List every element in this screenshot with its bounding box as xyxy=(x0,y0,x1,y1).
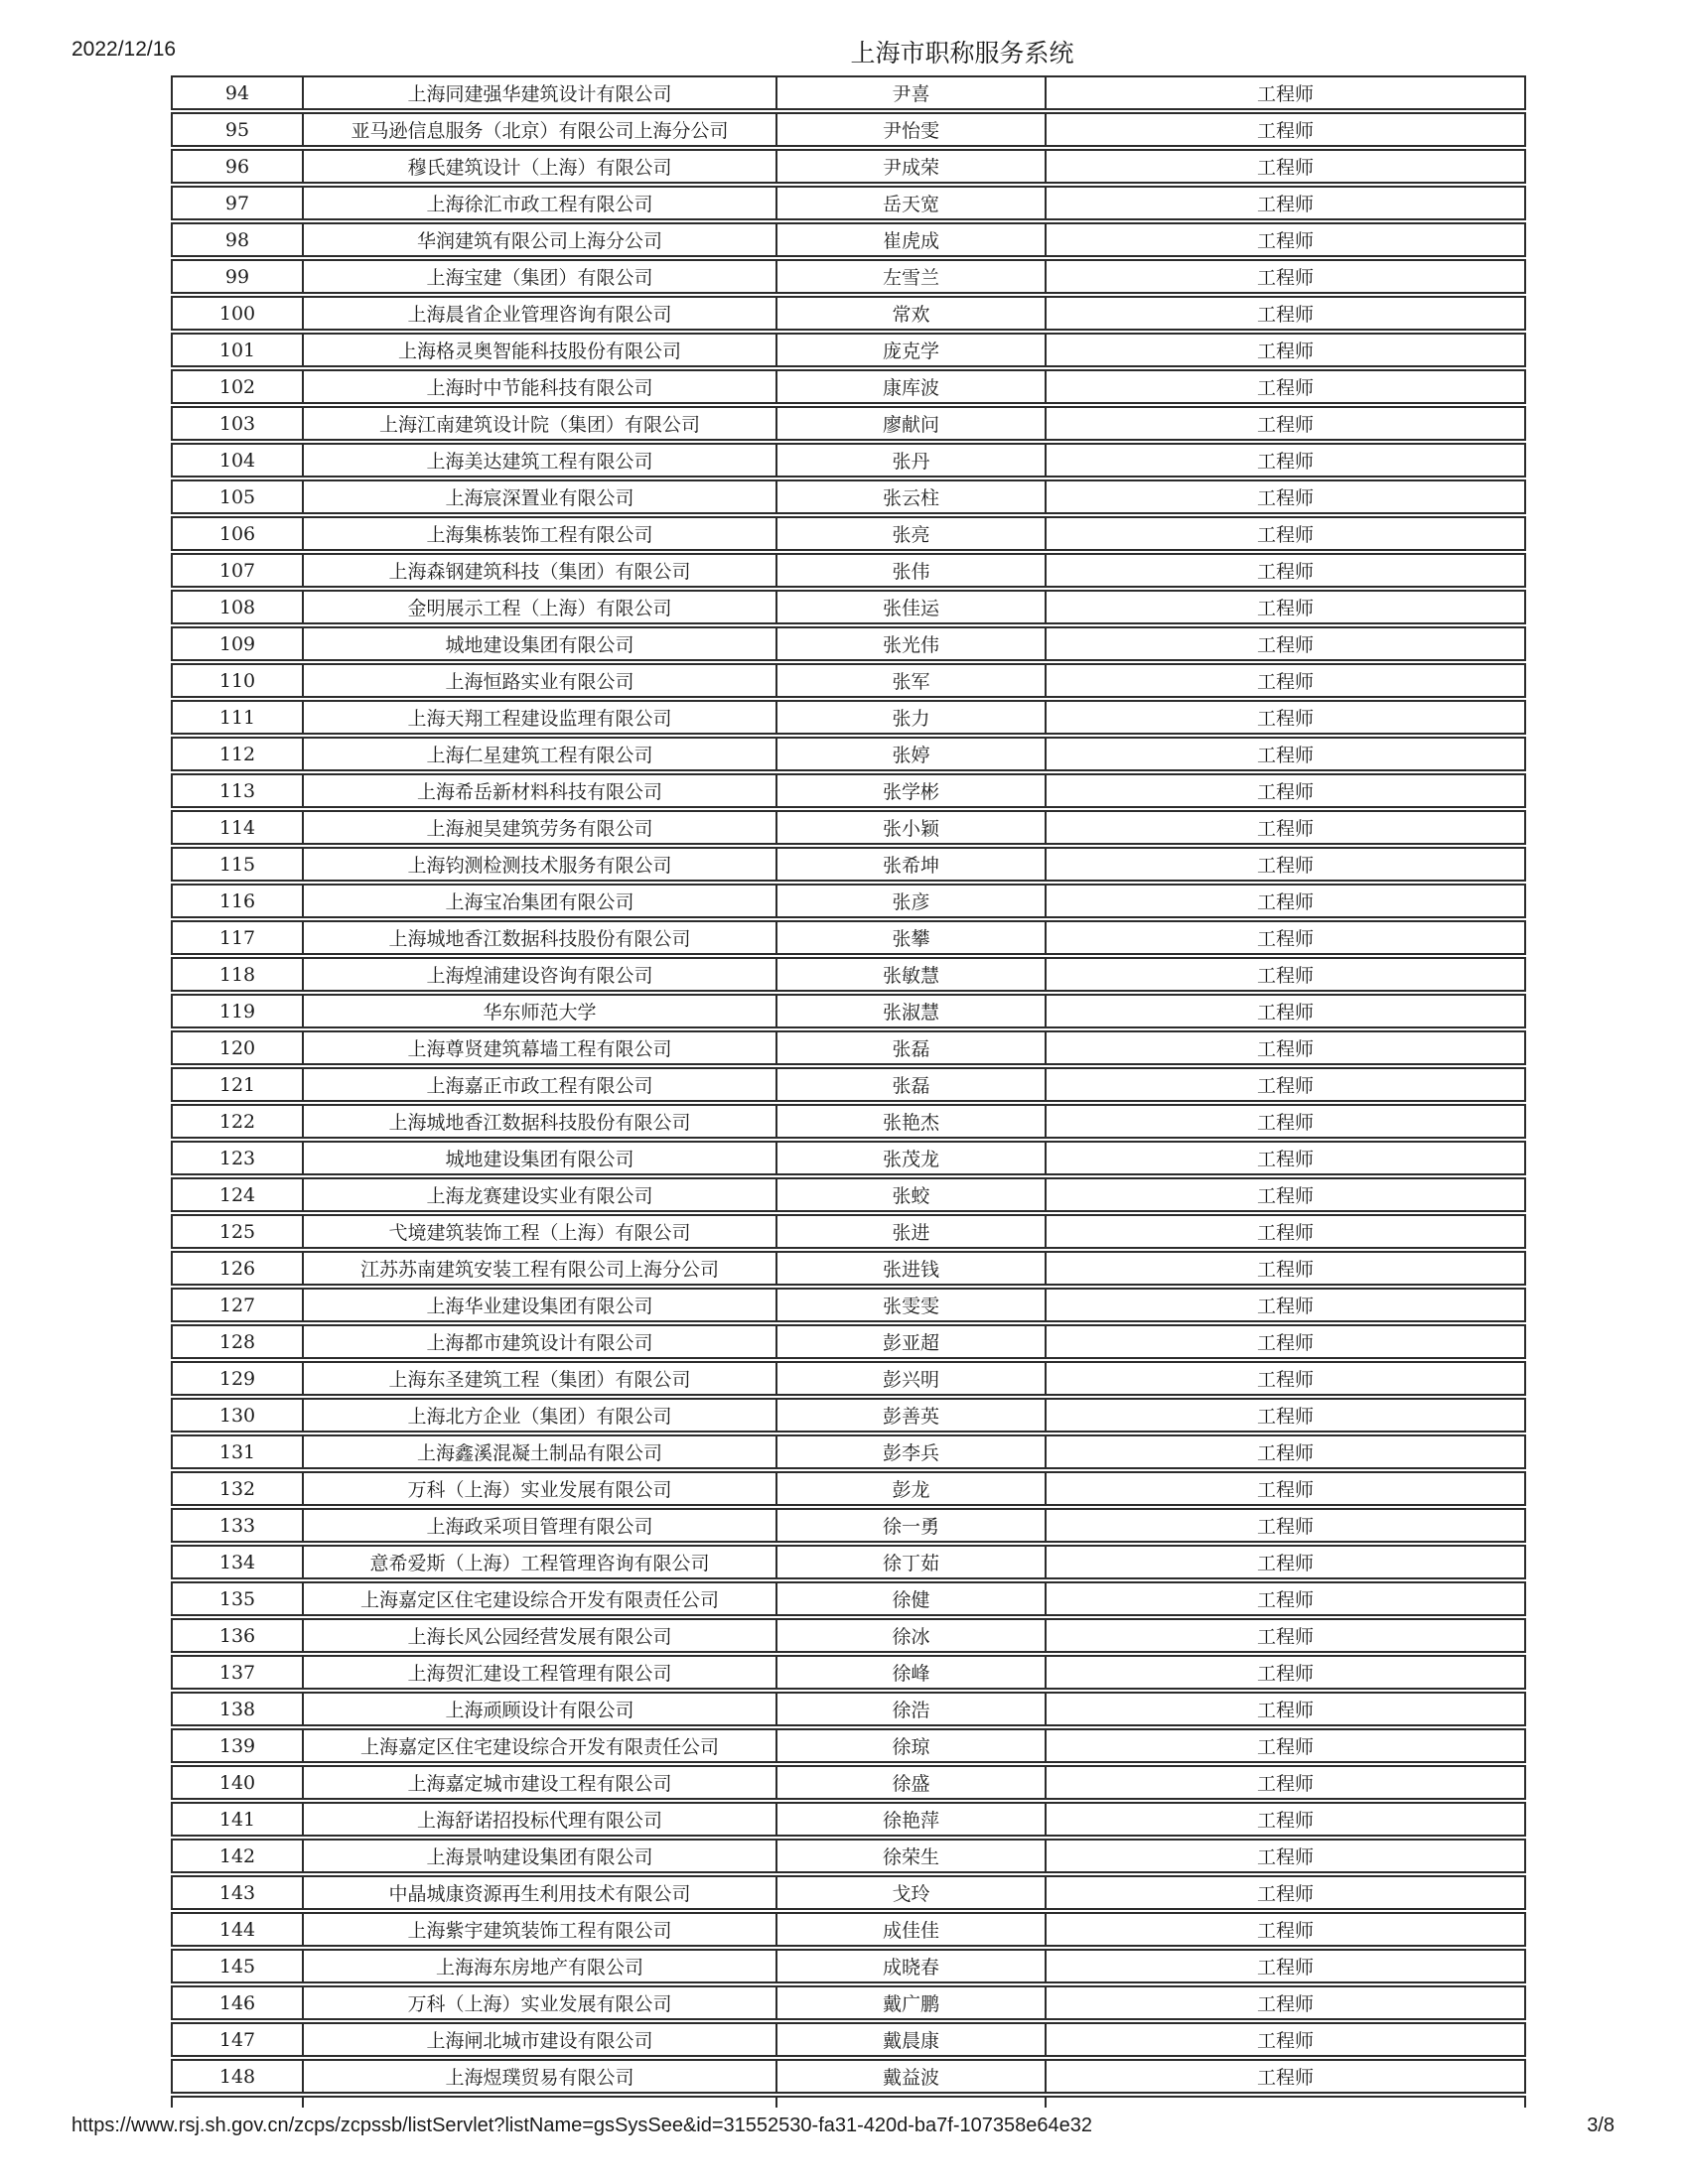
print-footer xyxy=(71,2115,1615,2137)
job-title-cell: 工程师 xyxy=(1256,1222,1314,1244)
person-name-cell: 张丹 xyxy=(777,445,1047,476)
job-title-cell: 工程师 xyxy=(1256,1369,1314,1391)
person-name-cell: 彭善英 xyxy=(777,1400,1047,1431)
job-title-cell: 工程师 xyxy=(1256,855,1314,877)
table-row xyxy=(171,884,1526,918)
person-name-cell: 张婷 xyxy=(777,739,1047,769)
table-row xyxy=(171,1398,1526,1433)
table-row xyxy=(171,553,1526,588)
job-title-cell: 工程师 xyxy=(1256,1332,1314,1354)
person-name-cell: 成佳佳 xyxy=(777,1914,1047,1945)
row-number-cell: 142 xyxy=(173,1841,304,1871)
table-row xyxy=(171,920,1526,955)
job-title-cell: 工程师 xyxy=(1256,341,1314,362)
row-number-cell: 119 xyxy=(173,996,304,1026)
job-title-cell: 工程师 xyxy=(1256,1002,1314,1024)
person-name-cell: 张敏慧 xyxy=(777,959,1047,990)
row-number-cell: 103 xyxy=(173,408,304,439)
company-cell: 城地建设集团有限公司 xyxy=(304,628,777,659)
company-cell: 上海闸北城市建设有限公司 xyxy=(304,2024,777,2055)
company-cell: 上海嘉定城市建设工程有限公司 xyxy=(304,1767,777,1798)
row-number-cell: 98 xyxy=(173,224,304,255)
table-row xyxy=(171,1434,1526,1469)
row-number-cell: 134 xyxy=(173,1547,304,1577)
company-cell: 上海集栋装饰工程有限公司 xyxy=(304,518,777,549)
job-title-cell: 工程师 xyxy=(1256,1479,1314,1501)
job-title-cell: 工程师 xyxy=(1256,1112,1314,1134)
job-title-cell: 工程师 xyxy=(1256,267,1314,289)
table-row xyxy=(171,847,1526,882)
table-row xyxy=(171,1765,1526,1800)
job-title-cell: 工程师 xyxy=(1256,377,1314,399)
row-number-cell: 126 xyxy=(173,1253,304,1284)
table-row xyxy=(171,1067,1526,1102)
company-cell: 意希爱斯（上海）工程管理咨询有限公司 xyxy=(304,1547,777,1577)
table-row xyxy=(171,1581,1526,1616)
company-cell: 上海北方企业（集团）有限公司 xyxy=(304,1400,777,1431)
table-row xyxy=(171,443,1526,478)
job-title-cell: 工程师 xyxy=(1256,1406,1314,1428)
table-row xyxy=(171,222,1526,257)
table-row xyxy=(171,369,1526,404)
company-cell: 上海江南建筑设计院（集团）有限公司 xyxy=(304,408,777,439)
job-title-cell: 工程师 xyxy=(1256,83,1314,105)
table-row xyxy=(171,773,1526,808)
person-name-cell: 彭龙 xyxy=(777,1473,1047,1504)
row-number-cell: 118 xyxy=(173,959,304,990)
person-name-cell: 尹成荣 xyxy=(777,151,1047,182)
table-row xyxy=(171,1030,1526,1065)
title-list-table xyxy=(171,75,1526,2108)
row-number-cell: 123 xyxy=(173,1143,304,1173)
row-number-cell: 102 xyxy=(173,371,304,402)
person-name-cell: 张佳运 xyxy=(777,592,1047,622)
company-cell: 上海美达建筑工程有限公司 xyxy=(304,445,777,476)
table-row xyxy=(171,296,1526,331)
company-cell: 上海城地香江数据科技股份有限公司 xyxy=(304,1106,777,1137)
row-number-cell: 115 xyxy=(173,849,304,880)
company-cell: 华润建筑有限公司上海分公司 xyxy=(304,224,777,255)
table-row xyxy=(171,1361,1526,1396)
job-title-cell: 工程师 xyxy=(1256,1700,1314,1721)
person-name-cell: 张进 xyxy=(777,1216,1047,1247)
job-title-cell: 工程师 xyxy=(1256,1957,1314,1979)
row-number-cell: 121 xyxy=(173,1069,304,1100)
table-partial-row xyxy=(171,2096,1526,2108)
job-title-cell: 工程师 xyxy=(1256,487,1314,509)
row-number-cell: 144 xyxy=(173,1914,304,1945)
row-number-cell: 125 xyxy=(173,1216,304,1247)
job-title-cell: 工程师 xyxy=(1256,1810,1314,1832)
person-name-cell: 张茂龙 xyxy=(777,1143,1047,1173)
table-row xyxy=(171,700,1526,735)
person-name-cell: 成晓春 xyxy=(777,1951,1047,1981)
company-cell: 上海尊贤建筑幕墙工程有限公司 xyxy=(304,1032,777,1063)
job-title-cell: 工程师 xyxy=(1256,157,1314,179)
person-name-cell: 张学彬 xyxy=(777,775,1047,806)
row-number-cell: 94 xyxy=(173,77,304,108)
person-name-cell: 张亮 xyxy=(777,518,1047,549)
company-cell: 亚马逊信息服务（北京）有限公司上海分公司 xyxy=(304,114,777,145)
table-row xyxy=(171,1471,1526,1506)
partial-cell xyxy=(173,2098,304,2108)
company-cell: 上海顽顾设计有限公司 xyxy=(304,1694,777,1724)
job-title-cell: 工程师 xyxy=(1256,524,1314,546)
row-number-cell: 148 xyxy=(173,2061,304,2092)
table-row xyxy=(171,1288,1526,1322)
person-name-cell: 张淑慧 xyxy=(777,996,1047,1026)
table-row xyxy=(171,1251,1526,1286)
partial-cell xyxy=(304,2098,777,2108)
row-number-cell: 106 xyxy=(173,518,304,549)
person-name-cell: 彭李兵 xyxy=(777,1436,1047,1467)
table-row xyxy=(171,2059,1526,2094)
company-cell: 万科（上海）实业发展有限公司 xyxy=(304,1473,777,1504)
job-title-cell: 工程师 xyxy=(1256,1626,1314,1648)
person-name-cell: 张云柱 xyxy=(777,481,1047,512)
row-number-cell: 101 xyxy=(173,335,304,365)
table-row xyxy=(171,1141,1526,1175)
company-cell: 万科（上海）实业发展有限公司 xyxy=(304,1987,777,2018)
job-title-cell: 工程师 xyxy=(1256,2030,1314,2052)
table-row xyxy=(171,1692,1526,1726)
job-title-cell: 工程师 xyxy=(1256,928,1314,950)
job-title-cell: 工程师 xyxy=(1256,781,1314,803)
table-row xyxy=(171,1949,1526,1983)
row-number-cell: 145 xyxy=(173,1951,304,1981)
company-cell: 江苏苏南建筑安装工程有限公司上海分公司 xyxy=(304,1253,777,1284)
job-title-cell: 工程师 xyxy=(1256,1259,1314,1281)
person-name-cell: 徐浩 xyxy=(777,1694,1047,1724)
row-number-cell: 140 xyxy=(173,1767,304,1798)
person-name-cell: 张军 xyxy=(777,665,1047,696)
table-row xyxy=(171,1802,1526,1837)
person-name-cell: 尹怡雯 xyxy=(777,114,1047,145)
company-cell: 上海海东房地产有限公司 xyxy=(304,1951,777,1981)
job-title-cell: 工程师 xyxy=(1256,230,1314,252)
company-cell: 弋境建筑装饰工程（上海）有限公司 xyxy=(304,1216,777,1247)
company-cell: 城地建设集团有限公司 xyxy=(304,1143,777,1173)
company-cell: 上海宝建（集团）有限公司 xyxy=(304,261,777,292)
company-cell: 上海嘉正市政工程有限公司 xyxy=(304,1069,777,1100)
row-number-cell: 107 xyxy=(173,555,304,586)
person-name-cell: 张艳杰 xyxy=(777,1106,1047,1137)
person-name-cell: 张攀 xyxy=(777,922,1047,953)
job-title-cell: 工程师 xyxy=(1256,745,1314,766)
job-title-cell: 工程师 xyxy=(1256,598,1314,619)
row-number-cell: 99 xyxy=(173,261,304,292)
company-cell: 上海钧测检测技术服务有限公司 xyxy=(304,849,777,880)
job-title-cell: 工程师 xyxy=(1256,1442,1314,1464)
row-number-cell: 135 xyxy=(173,1583,304,1614)
table-row xyxy=(171,259,1526,294)
table-row xyxy=(171,1655,1526,1690)
person-name-cell: 徐荣生 xyxy=(777,1841,1047,1871)
job-title-cell: 工程师 xyxy=(1256,1553,1314,1574)
table-row xyxy=(171,1104,1526,1139)
row-number-cell: 143 xyxy=(173,1877,304,1908)
row-number-cell: 128 xyxy=(173,1326,304,1357)
footer-page-number: 3/8 xyxy=(1587,2115,1615,2136)
company-cell: 上海都市建筑设计有限公司 xyxy=(304,1326,777,1357)
job-title-cell: 工程师 xyxy=(1256,1296,1314,1317)
row-number-cell: 100 xyxy=(173,298,304,329)
row-number-cell: 132 xyxy=(173,1473,304,1504)
table-row xyxy=(171,186,1526,220)
person-name-cell: 常欢 xyxy=(777,298,1047,329)
company-cell: 上海贺汇建设工程管理有限公司 xyxy=(304,1657,777,1688)
company-cell: 上海舒诺招投标代理有限公司 xyxy=(304,1804,777,1835)
job-title-cell: 工程师 xyxy=(1256,634,1314,656)
person-name-cell: 徐一勇 xyxy=(777,1510,1047,1541)
row-number-cell: 104 xyxy=(173,445,304,476)
company-cell: 上海同建强华建筑设计有限公司 xyxy=(304,77,777,108)
job-title-cell: 工程师 xyxy=(1256,1663,1314,1685)
job-title-cell: 工程师 xyxy=(1256,2067,1314,2089)
person-name-cell: 张雯雯 xyxy=(777,1290,1047,1320)
job-title-cell: 工程师 xyxy=(1256,1149,1314,1170)
person-name-cell: 崔虎成 xyxy=(777,224,1047,255)
company-cell: 上海昶昊建筑劳务有限公司 xyxy=(304,812,777,843)
job-title-cell: 工程师 xyxy=(1256,818,1314,840)
person-name-cell: 戴广鹏 xyxy=(777,1987,1047,2018)
row-number-cell: 112 xyxy=(173,739,304,769)
table-row xyxy=(171,112,1526,147)
table-row xyxy=(171,1545,1526,1579)
person-name-cell: 徐艳萍 xyxy=(777,1804,1047,1835)
company-cell: 上海煜璞贸易有限公司 xyxy=(304,2061,777,2092)
company-cell: 上海紫宇建筑装饰工程有限公司 xyxy=(304,1914,777,1945)
job-title-cell: 工程师 xyxy=(1256,1075,1314,1097)
row-number-cell: 113 xyxy=(173,775,304,806)
row-number-cell: 146 xyxy=(173,1987,304,2018)
company-cell: 上海时中节能科技有限公司 xyxy=(304,371,777,402)
table-row xyxy=(171,810,1526,845)
table-row xyxy=(171,1875,1526,1910)
row-number-cell: 127 xyxy=(173,1290,304,1320)
company-cell: 上海宝冶集团有限公司 xyxy=(304,886,777,916)
row-number-cell: 136 xyxy=(173,1620,304,1651)
row-number-cell: 137 xyxy=(173,1657,304,1688)
person-name-cell: 张蛟 xyxy=(777,1179,1047,1210)
person-name-cell: 戴益波 xyxy=(777,2061,1047,2092)
person-name-cell: 左雪兰 xyxy=(777,261,1047,292)
footer-url: https://www.rsj.sh.gov.cn/zcps/zcpssb/listServlet?listName=gsSysSee&id=31552530-fa31-420d-ba7f-107358e64e32 xyxy=(71,2115,1092,2136)
table-row xyxy=(171,2022,1526,2057)
job-title-cell: 工程师 xyxy=(1256,1516,1314,1538)
row-number-cell: 133 xyxy=(173,1510,304,1541)
row-number-cell: 129 xyxy=(173,1363,304,1394)
row-number-cell: 120 xyxy=(173,1032,304,1063)
company-cell: 上海龙赛建设实业有限公司 xyxy=(304,1179,777,1210)
company-cell: 上海嘉定区住宅建设综合开发有限责任公司 xyxy=(304,1583,777,1614)
company-cell: 上海宸深置业有限公司 xyxy=(304,481,777,512)
row-number-cell: 147 xyxy=(173,2024,304,2055)
job-title-cell: 工程师 xyxy=(1256,194,1314,215)
row-number-cell: 110 xyxy=(173,665,304,696)
person-name-cell: 徐冰 xyxy=(777,1620,1047,1651)
table-row xyxy=(171,1324,1526,1359)
row-number-cell: 109 xyxy=(173,628,304,659)
job-title-cell: 工程师 xyxy=(1256,414,1314,436)
job-title-cell: 工程师 xyxy=(1256,120,1314,142)
table-row xyxy=(171,1214,1526,1249)
table-row xyxy=(171,1912,1526,1947)
job-title-cell: 工程师 xyxy=(1256,304,1314,326)
person-name-cell: 张磊 xyxy=(777,1032,1047,1063)
row-number-cell: 95 xyxy=(173,114,304,145)
table-row xyxy=(171,590,1526,624)
table-row xyxy=(171,626,1526,661)
row-number-cell: 139 xyxy=(173,1730,304,1761)
row-number-cell: 108 xyxy=(173,592,304,622)
table-row xyxy=(171,1177,1526,1212)
job-title-cell: 工程师 xyxy=(1256,891,1314,913)
print-date: 2022/12/16 xyxy=(71,38,177,61)
company-cell: 中晶城康资源再生利用技术有限公司 xyxy=(304,1877,777,1908)
company-cell: 上海天翔工程建设监理有限公司 xyxy=(304,702,777,733)
job-title-cell: 工程师 xyxy=(1256,1038,1314,1060)
row-number-cell: 122 xyxy=(173,1106,304,1137)
row-number-cell: 138 xyxy=(173,1694,304,1724)
company-cell: 上海政采项目管理有限公司 xyxy=(304,1510,777,1541)
table-row xyxy=(171,737,1526,771)
table-row xyxy=(171,663,1526,698)
company-cell: 上海希岳新材料科技有限公司 xyxy=(304,775,777,806)
company-cell: 上海景呐建设集团有限公司 xyxy=(304,1841,777,1871)
person-name-cell: 张光伟 xyxy=(777,628,1047,659)
job-title-cell: 工程师 xyxy=(1256,1773,1314,1795)
company-cell: 上海徐汇市政工程有限公司 xyxy=(304,188,777,218)
company-cell: 上海长风公园经营发展有限公司 xyxy=(304,1620,777,1651)
person-name-cell: 尹喜 xyxy=(777,77,1047,108)
row-number-cell: 114 xyxy=(173,812,304,843)
person-name-cell: 张希坤 xyxy=(777,849,1047,880)
job-title-cell: 工程师 xyxy=(1256,451,1314,473)
job-title-cell: 工程师 xyxy=(1256,1736,1314,1758)
person-name-cell: 彭兴明 xyxy=(777,1363,1047,1394)
table-row xyxy=(171,479,1526,514)
person-name-cell: 徐盛 xyxy=(777,1767,1047,1798)
person-name-cell: 张彦 xyxy=(777,886,1047,916)
company-cell: 上海鑫溪混凝土制品有限公司 xyxy=(304,1436,777,1467)
person-name-cell: 康库波 xyxy=(777,371,1047,402)
job-title-cell: 工程师 xyxy=(1256,671,1314,693)
table-row xyxy=(171,516,1526,551)
job-title-cell: 工程师 xyxy=(1256,1846,1314,1868)
job-title-cell: 工程师 xyxy=(1256,1185,1314,1207)
company-cell: 上海城地香江数据科技股份有限公司 xyxy=(304,922,777,953)
company-cell: 上海晨省企业管理咨询有限公司 xyxy=(304,298,777,329)
row-number-cell: 97 xyxy=(173,188,304,218)
person-name-cell: 徐丁茹 xyxy=(777,1547,1047,1577)
table-row xyxy=(171,1618,1526,1653)
table-row xyxy=(171,1728,1526,1763)
person-name-cell: 徐健 xyxy=(777,1583,1047,1614)
row-number-cell: 124 xyxy=(173,1179,304,1210)
table-row xyxy=(171,1985,1526,2020)
row-number-cell: 111 xyxy=(173,702,304,733)
job-title-cell: 工程师 xyxy=(1256,1920,1314,1942)
person-name-cell: 张力 xyxy=(777,702,1047,733)
row-number-cell: 131 xyxy=(173,1436,304,1467)
company-cell: 金明展示工程（上海）有限公司 xyxy=(304,592,777,622)
person-name-cell: 张小颖 xyxy=(777,812,1047,843)
company-cell: 上海格灵奥智能科技股份有限公司 xyxy=(304,335,777,365)
row-number-cell: 96 xyxy=(173,151,304,182)
job-title-cell: 工程师 xyxy=(1256,1589,1314,1611)
partial-cell xyxy=(1047,2098,1524,2108)
row-number-cell: 117 xyxy=(173,922,304,953)
company-cell: 上海仁星建筑工程有限公司 xyxy=(304,739,777,769)
company-cell: 上海嘉定区住宅建设综合开发有限责任公司 xyxy=(304,1730,777,1761)
row-number-cell: 116 xyxy=(173,886,304,916)
company-cell: 华东师范大学 xyxy=(304,996,777,1026)
page-title: 上海市职称服务系统 xyxy=(850,40,1074,68)
person-name-cell: 庞克学 xyxy=(777,335,1047,365)
company-cell: 上海东圣建筑工程（集团）有限公司 xyxy=(304,1363,777,1394)
table-row xyxy=(171,333,1526,367)
person-name-cell: 徐峰 xyxy=(777,1657,1047,1688)
job-title-cell: 工程师 xyxy=(1256,708,1314,730)
table-row xyxy=(171,75,1526,110)
company-cell: 上海华业建设集团有限公司 xyxy=(304,1290,777,1320)
row-number-cell: 105 xyxy=(173,481,304,512)
job-title-cell: 工程师 xyxy=(1256,1993,1314,2015)
person-name-cell: 廖献问 xyxy=(777,408,1047,439)
job-title-cell: 工程师 xyxy=(1256,1883,1314,1905)
person-name-cell: 戈玲 xyxy=(777,1877,1047,1908)
table-row xyxy=(171,1839,1526,1873)
table-row xyxy=(171,994,1526,1028)
company-cell: 穆氏建筑设计（上海）有限公司 xyxy=(304,151,777,182)
job-title-cell: 工程师 xyxy=(1256,561,1314,583)
person-name-cell: 张伟 xyxy=(777,555,1047,586)
person-name-cell: 戴晨康 xyxy=(777,2024,1047,2055)
company-cell: 上海煌浦建设咨询有限公司 xyxy=(304,959,777,990)
row-number-cell: 130 xyxy=(173,1400,304,1431)
table-row xyxy=(171,1508,1526,1543)
table-row xyxy=(171,957,1526,992)
company-cell: 上海恒路实业有限公司 xyxy=(304,665,777,696)
partial-cell xyxy=(777,2098,1047,2108)
row-number-cell: 141 xyxy=(173,1804,304,1835)
table-row xyxy=(171,149,1526,184)
company-cell: 上海森钢建筑科技（集团）有限公司 xyxy=(304,555,777,586)
person-name-cell: 岳天宽 xyxy=(777,188,1047,218)
person-name-cell: 张进钱 xyxy=(777,1253,1047,1284)
person-name-cell: 张磊 xyxy=(777,1069,1047,1100)
table-row xyxy=(171,406,1526,441)
person-name-cell: 彭亚超 xyxy=(777,1326,1047,1357)
job-title-cell: 工程师 xyxy=(1256,965,1314,987)
person-name-cell: 徐琼 xyxy=(777,1730,1047,1761)
